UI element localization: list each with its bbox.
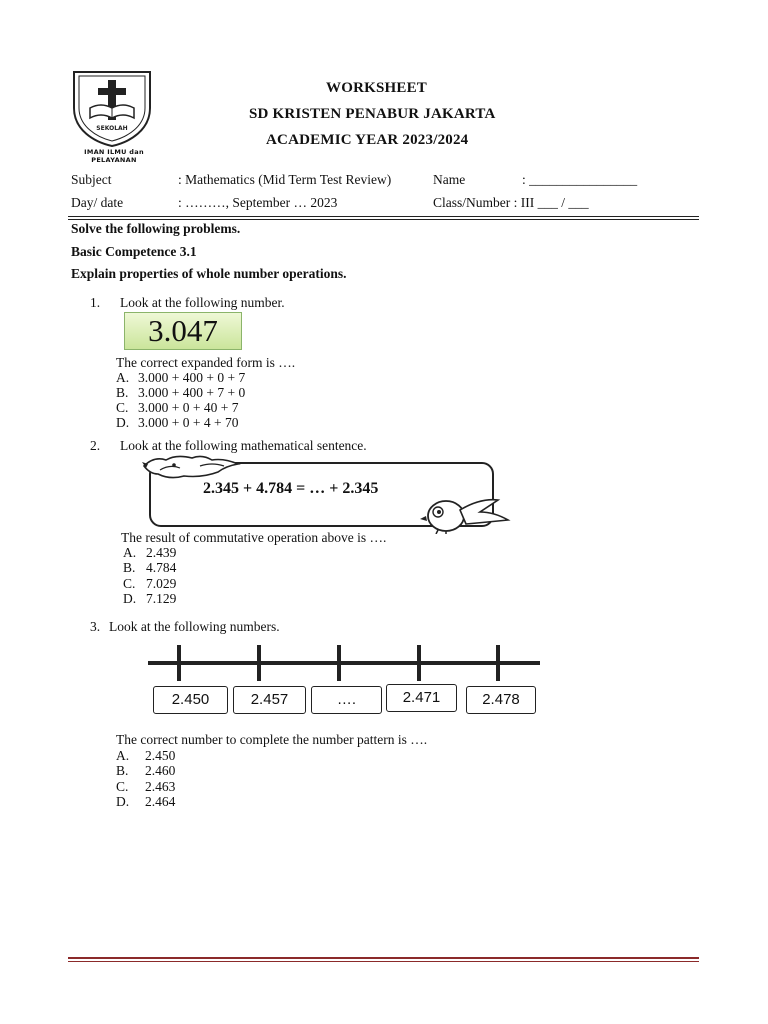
q2-option-c-letter: C. xyxy=(123,576,136,591)
date-label: Day/ date xyxy=(71,195,124,210)
school-logo-icon xyxy=(68,68,156,148)
q3-number: 3. xyxy=(90,619,101,634)
name-label: Name xyxy=(433,172,466,187)
owl-bird-icon xyxy=(416,490,512,534)
q2-option-d[interactable]: 7.129 xyxy=(146,591,177,606)
header-divider-2 xyxy=(68,219,699,220)
date-field[interactable]: : ………, September … 2023 xyxy=(178,195,338,210)
q3-box-4: 2.471 xyxy=(386,684,457,712)
q1-stem: The correct expanded form is …. xyxy=(116,355,296,370)
q3-option-d[interactable]: 2.464 xyxy=(145,794,176,809)
q1-number-box: 3.047 xyxy=(124,312,242,350)
competence-description: Explain properties of whole number operations. xyxy=(71,266,347,281)
q2-stem: The result of commutative operation above is …. xyxy=(121,530,387,545)
q2-option-a-letter: A. xyxy=(123,545,137,560)
q3-box-5: 2.478 xyxy=(466,686,536,714)
q1-option-b[interactable]: 3.000 + 400 + 7 + 0 xyxy=(138,385,246,400)
subject-label: Subject xyxy=(71,172,112,187)
number-line xyxy=(148,643,540,685)
subject-value: : Mathematics (Mid Term Test Review) xyxy=(178,172,392,187)
logo-book-text: SEKOLAH xyxy=(96,125,128,132)
q1-prompt: Look at the following number. xyxy=(120,295,285,310)
header-divider xyxy=(68,216,699,217)
q1-option-c[interactable]: 3.000 + 0 + 40 + 7 xyxy=(138,400,239,415)
instruction-solve: Solve the following problems. xyxy=(71,221,241,236)
q2-number: 2. xyxy=(90,438,101,453)
q3-option-c[interactable]: 2.463 xyxy=(145,779,176,794)
academic-year: ACADEMIC YEAR 2023/2024 xyxy=(266,132,469,148)
school-name: SD KRISTEN PENABUR JAKARTA xyxy=(249,106,496,122)
q1-number: 1. xyxy=(90,295,101,310)
q3-option-a[interactable]: 2.450 xyxy=(145,748,176,763)
footer-rule-thin xyxy=(68,961,699,962)
q1-option-a-letter: A. xyxy=(116,370,130,385)
class-number-field[interactable]: Class/Number : III ___ / ___ xyxy=(433,195,589,210)
q3-box-missing: …. xyxy=(311,686,382,714)
q2-option-a[interactable]: 2.439 xyxy=(146,545,177,560)
footer-rule xyxy=(68,957,699,959)
q3-option-a-letter: A. xyxy=(116,748,130,763)
q2-option-c[interactable]: 7.029 xyxy=(146,576,177,591)
logo-motto: IMAN ILMU dan PELAYANAN xyxy=(84,148,144,164)
q1-option-d[interactable]: 3.000 + 0 + 4 + 70 xyxy=(138,415,239,430)
basic-competence: Basic Competence 3.1 xyxy=(71,244,197,259)
q1-option-d-letter: D. xyxy=(116,415,130,430)
q2-sentence: 2.345 + 4.784 = … + 2.345 xyxy=(203,480,379,497)
q3-option-b-letter: B. xyxy=(116,763,129,778)
q2-option-b[interactable]: 4.784 xyxy=(146,560,177,575)
q3-stem: The correct number to complete the number pattern is …. xyxy=(116,732,428,747)
q2-prompt: Look at the following mathematical sentence. xyxy=(120,438,367,453)
q3-option-b[interactable]: 2.460 xyxy=(145,763,176,778)
q1-option-a[interactable]: 3.000 + 400 + 0 + 7 xyxy=(138,370,246,385)
worksheet-title: WORKSHEET xyxy=(326,80,427,96)
q1-option-b-letter: B. xyxy=(116,385,129,400)
name-field[interactable]: : ________________ xyxy=(522,172,638,187)
bird-icon xyxy=(140,452,246,486)
q1-option-c-letter: C. xyxy=(116,400,129,415)
q3-option-c-letter: C. xyxy=(116,779,129,794)
q3-prompt: Look at the following numbers. xyxy=(109,619,280,634)
q2-option-b-letter: B. xyxy=(123,560,136,575)
q2-option-d-letter: D. xyxy=(123,591,137,606)
q3-box-2: 2.457 xyxy=(233,686,306,714)
q3-option-d-letter: D. xyxy=(116,794,130,809)
q3-box-1: 2.450 xyxy=(153,686,228,714)
